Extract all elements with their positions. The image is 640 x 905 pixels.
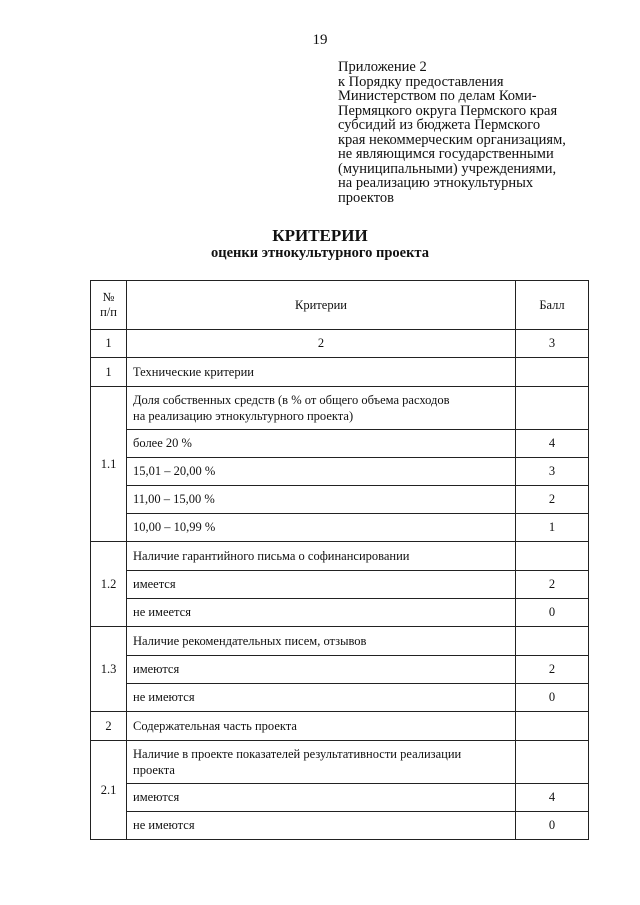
column-number: 1 bbox=[91, 330, 127, 358]
option-score: 2 bbox=[516, 571, 589, 599]
option-score: 2 bbox=[516, 656, 589, 684]
document-title: КРИТЕРИИ bbox=[272, 226, 368, 245]
row-score bbox=[516, 741, 589, 784]
table-row bbox=[91, 387, 589, 430]
row-number: 1.3 bbox=[91, 627, 127, 712]
table-row bbox=[91, 486, 589, 514]
header-score: Балл bbox=[516, 281, 589, 330]
table-row bbox=[91, 812, 589, 840]
option-score: 0 bbox=[516, 599, 589, 627]
row-score bbox=[516, 358, 589, 387]
option-label: имеются bbox=[127, 784, 516, 812]
criteria-table bbox=[90, 280, 589, 840]
table-row bbox=[91, 458, 589, 486]
option-label: не имеется bbox=[127, 599, 516, 627]
appendix-line: на реализацию этнокультурных bbox=[338, 175, 534, 191]
row-criterion bbox=[127, 387, 516, 430]
column-number: 3 bbox=[516, 330, 589, 358]
header-number-symbol: № bbox=[102, 290, 115, 304]
option-label: более 20 % bbox=[127, 430, 516, 458]
option-label: не имеются bbox=[127, 684, 516, 712]
table-row bbox=[91, 514, 589, 542]
appendix-line: Приложение 2 bbox=[338, 59, 427, 75]
table-row bbox=[91, 684, 589, 712]
criterion-line: Доля собственных средств (в % от общего объема расходов bbox=[133, 393, 450, 407]
appendix-line: не являющимся государственными bbox=[338, 146, 554, 162]
row-score bbox=[516, 542, 589, 571]
option-label: имеются bbox=[127, 656, 516, 684]
row-score bbox=[516, 712, 589, 741]
table-row bbox=[91, 430, 589, 458]
row-score bbox=[516, 387, 589, 430]
table-row bbox=[91, 599, 589, 627]
appendix-line: проектов bbox=[338, 189, 394, 206]
document-subtitle: оценки этнокультурного проекта bbox=[211, 245, 429, 261]
row-criterion: Содержательная часть проекта bbox=[127, 712, 516, 741]
option-score: 4 bbox=[516, 784, 589, 812]
option-score: 4 bbox=[516, 430, 589, 458]
table-row bbox=[91, 542, 589, 571]
table-row bbox=[91, 627, 589, 656]
option-label: 10,00 – 10,99 % bbox=[127, 514, 516, 542]
row-number: 1.2 bbox=[91, 542, 127, 627]
option-score: 0 bbox=[516, 684, 589, 712]
option-label: имеется bbox=[127, 571, 516, 599]
option-score: 2 bbox=[516, 486, 589, 514]
row-criterion bbox=[127, 741, 516, 784]
header-number-cell bbox=[91, 281, 127, 330]
option-score: 3 bbox=[516, 458, 589, 486]
table-row bbox=[91, 784, 589, 812]
appendix-line: к Порядку предоставления bbox=[338, 73, 504, 90]
table-row bbox=[91, 712, 589, 741]
appendix-line: Пермяцкого округа Пермского края bbox=[338, 102, 558, 119]
row-criterion: Наличие гарантийного письма о софинансировании bbox=[127, 542, 516, 571]
row-criterion: Технические критерии bbox=[127, 358, 516, 387]
row-number: 1 bbox=[91, 358, 127, 387]
column-number: 2 bbox=[127, 330, 516, 358]
option-score: 1 bbox=[516, 514, 589, 542]
option-label: не имеются bbox=[127, 812, 516, 840]
page-number: 19 bbox=[312, 32, 328, 48]
option-label: 15,01 – 20,00 % bbox=[127, 458, 516, 486]
appendix-line: субсидий из бюджета Пермского bbox=[338, 117, 541, 133]
row-criterion: Наличие рекомендательных писем, отзывов bbox=[127, 627, 516, 656]
table-header-row bbox=[91, 281, 589, 330]
table-row bbox=[91, 358, 589, 387]
row-score bbox=[516, 627, 589, 656]
header-criteria: Критерии bbox=[127, 281, 516, 330]
appendix-line: края некоммерческим организациям, bbox=[338, 131, 566, 148]
option-score: 0 bbox=[516, 812, 589, 840]
criterion-line: Наличие в проекте показателей результативности реализации bbox=[133, 747, 462, 761]
header-number-label: п/п bbox=[100, 305, 117, 319]
table-row bbox=[91, 656, 589, 684]
appendix-line: Министерством по делам Коми- bbox=[338, 88, 537, 104]
row-number: 1.1 bbox=[91, 387, 127, 542]
column-number-row bbox=[91, 330, 589, 358]
appendix-note bbox=[338, 60, 628, 205]
criterion-line: на реализацию этнокультурного проекта) bbox=[133, 409, 354, 423]
row-number: 2 bbox=[91, 712, 127, 741]
table-row bbox=[91, 741, 589, 784]
criterion-line: проекта bbox=[133, 763, 175, 777]
table-row bbox=[91, 571, 589, 599]
row-number: 2.1 bbox=[91, 741, 127, 840]
appendix-line: (муниципальными) учреждениями, bbox=[338, 160, 557, 177]
option-label: 11,00 – 15,00 % bbox=[127, 486, 516, 514]
